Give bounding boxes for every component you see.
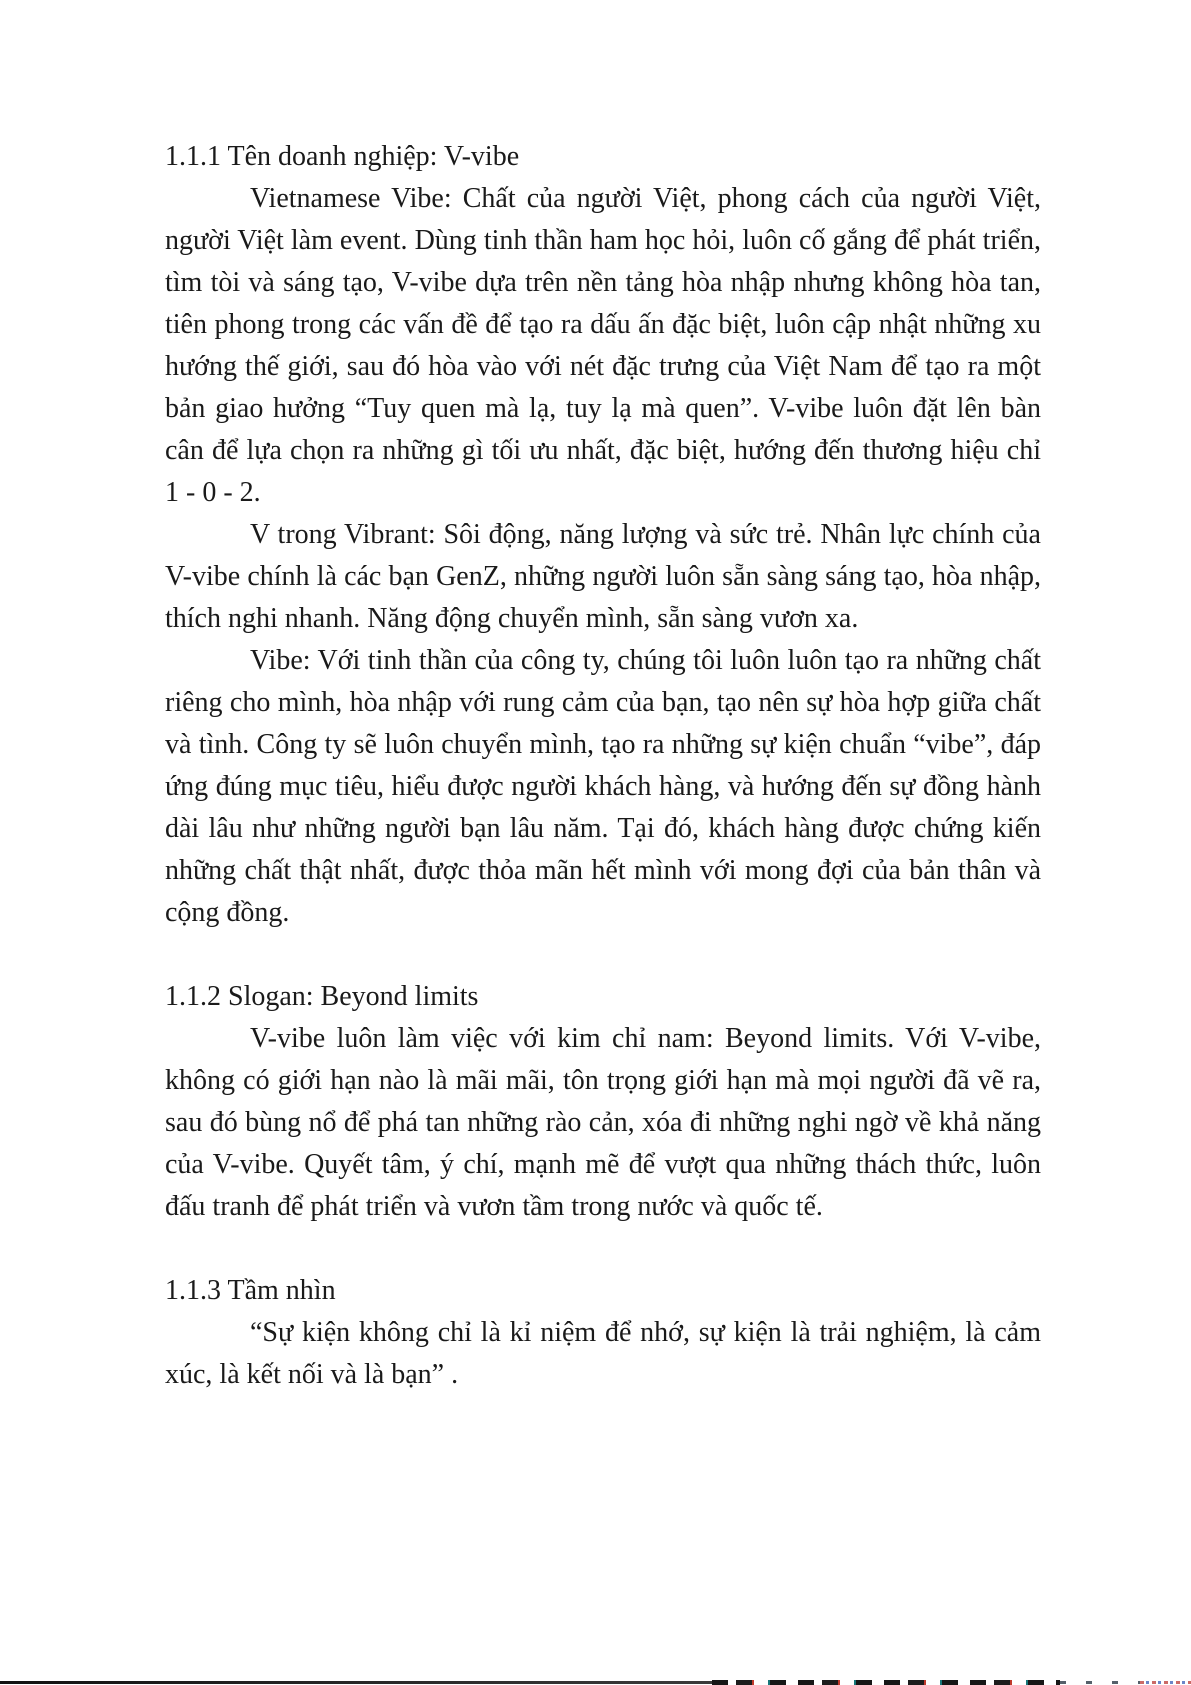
document-text-block [165, 136, 1041, 1396]
next-page-edge-dashed-segment [712, 1680, 1060, 1685]
next-page-edge-solid-segment [0, 1681, 712, 1684]
next-page-edge-color-dots-segment [1140, 1681, 1191, 1684]
paragraph-slogan: V-vibe luôn làm việc với kim chỉ nam: Beyond limits. Với V-vibe, không có giới hạn nào là mãi mãi, tôn trọng giới hạn mà mọi người đã vẽ ra, sau đó bùng nổ để phá tan những rào cản, xóa đi những nghi ngờ về khả năng của V-vibe. Quyết tâm, ý chí, mạnh mẽ để vượt qua những thách thức, luôn đấu tranh để phát triển và vươn tầm trong nước và quốc tế. [165, 1023, 1041, 1222]
paragraph-company-name-3: Vibe: Với tinh thần của công ty, chúng tôi luôn luôn tạo ra những chất riêng cho mình, hòa nhập với rung cảm của bạn, tạo nên sự hòa hợp giữa chất và tình. Công ty sẽ luôn chuyển mình, tạo ra những sự kiện chuẩn “vibe”, đáp ứng đúng mục tiêu, hiểu được người khách hàng, và hướng đến sự đồng hành dài lâu như những người bạn lâu năm. Tại đó, khách hàng được chứng kiến những chất thật nhất, được thỏa mãn hết mình với mong đợi của bản thân và cộng đồng. [165, 645, 1041, 928]
paragraph-company-name-1: Vietnamese Vibe: Chất của người Việt, phong cách của người Việt, người Việt làm event. Dùng tinh thần ham học hỏi, luôn cố gắng để phát triển, tìm tòi và sáng tạo, V-vibe dựa trên nền tảng hòa nhập nhưng không hòa tan, tiên phong trong các vấn đề để tạo ra dấu ấn đặc biệt, luôn cập nhật những xu hướng thế giới, sau đó hòa vào với nét đặc trưng của Việt Nam để tạo ra một bản giao hưởng “Tuy quen mà lạ, tuy lạ mà quen”. V-vibe luôn đặt lên bàn cân để lựa chọn ra những gì tối ưu nhất, đặc biệt, hướng đến thương hiệu chỉ 1 - 0 - 2. [165, 183, 1041, 508]
section-heading-1-1-3: 1.1.3 Tầm nhìn [165, 1275, 336, 1306]
section-heading-1-1-2: 1.1.2 Slogan: Beyond limits [165, 981, 479, 1012]
section-heading-1-1-1: 1.1.1 Tên doanh nghiệp: V-vibe [165, 141, 520, 172]
next-page-edge-sparse-segment [1060, 1681, 1140, 1684]
paragraph-vision: “Sự kiện không chỉ là kỉ niệm để nhớ, sự kiện là trải nghiệm, là cảm xúc, là kết nối và là bạn” . [165, 1317, 1041, 1390]
next-page-edge [0, 1679, 1191, 1685]
paragraph-company-name-2: V trong Vibrant: Sôi động, năng lượng và sức trẻ. Nhân lực chính của V-vibe chính là các bạn GenZ, những người luôn sẵn sàng sáng tạo, hòa nhập, thích nghi nhanh. Năng động chuyển mình, sẵn sàng vươn xa. [165, 519, 1041, 634]
